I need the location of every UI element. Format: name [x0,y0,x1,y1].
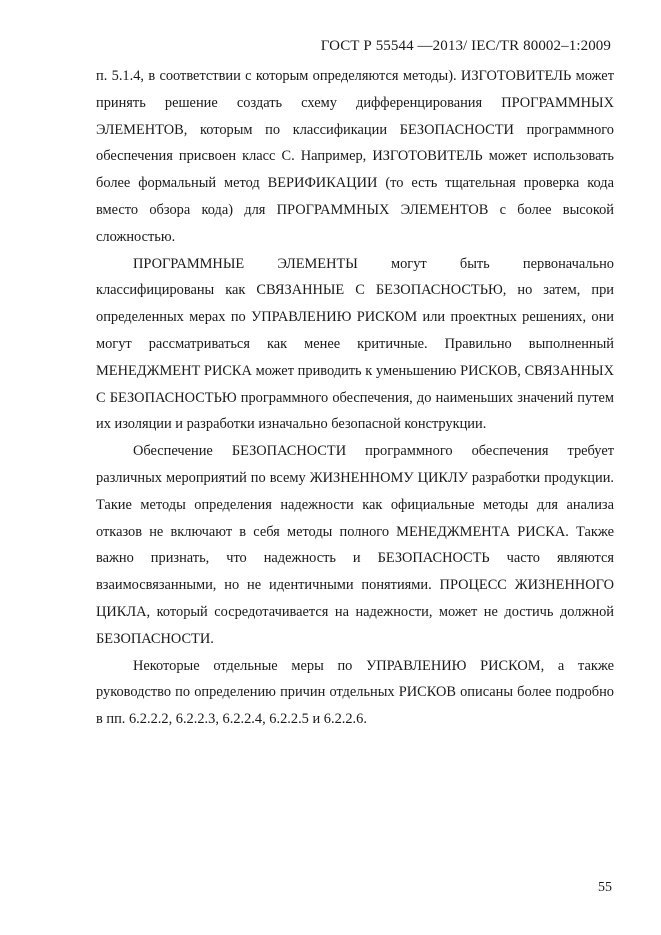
paragraph-software-elements: ПРОГРАММНЫЕ ЭЛЕМЕНТЫ могут быть первоначально классифицированы как СВЯЗАННЫЕ С БЕЗОПАСНОСТЬЮ, но затем, при определенных мерах по УПРАВЛЕНИЮ РИСКОМ или проектных решениях, они могут рассматриваться как менее критичные. Правильно выполненный МЕНЕДЖМЕНТ РИСКА может приводить к уменьшению РИСКОВ, СВЯЗАННЫХ С БЕЗОПАСНОСТЬЮ программного обеспечения, до наименьших значений путем их изоляции и разработки изначально безопасной конструкции. [96,255,614,433]
paragraph-safety-lifecycle: Обеспечение БЕЗОПАСНОСТИ программного обеспечения требует различных мероприятий по всему ЖИЗНЕННОМУ ЦИКЛУ разработки продукции. Такие методы определения надежности как официальные методы для анализа отказов не включают в себя методы полного МЕНЕДЖМЕНТА РИСКА. Также важно признать, что надежность и БЕЗОПАСНОСТЬ часто являются взаимосвязанными, но не идентичными понятиями. ПРОЦЕСС ЖИЗНЕННОГО ЦИКЛА, который сосредотачивается на надежности, может не достичь должной БЕЗОПАСНОСТИ. [96,443,614,647]
document-body [96,63,614,733]
paragraph-continuation: п. 5.1.4, в соответствии с которым определяются методы). ИЗГОТОВИТЕЛЬ может принять решение создать схему дифференцирования ПРОГРАММНЫХ ЭЛЕМЕНТОВ, которым по классификации БЕЗОПАСНОСТИ программного обеспечения присвоен класс С. Например, ИЗГОТОВИТЕЛЬ может использовать более формальный метод ВЕРИФИКАЦИИ (то есть тщательная проверка кода вместо обзора кода) для ПРОГРАММНЫХ ЭЛЕМЕНТОВ с более высокой сложностью. [96,68,614,245]
paragraph-risk-control-references: Некоторые отдельные меры по УПРАВЛЕНИЮ РИСКОМ, а также руководство по определению причин отдельных РИСКОВ описаны более подробно в пп. 6.2.2.2, 6.2.2.3, 6.2.2.4, 6.2.2.5 и 6.2.2.6. [96,657,614,728]
page-number: 55 [598,880,612,895]
document-header: ГОСТ Р 55544 —2013/ IEC/TR 80002–1:2009 [320,38,611,54]
